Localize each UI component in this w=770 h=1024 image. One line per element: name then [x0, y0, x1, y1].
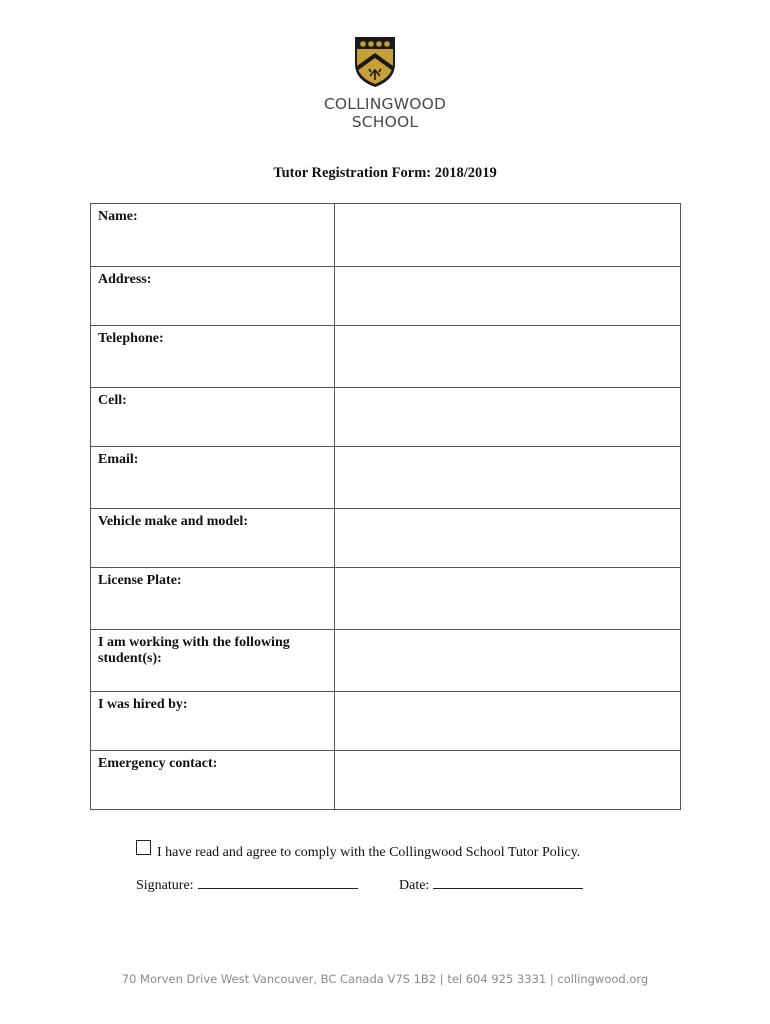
field-label-emergency-contact: Emergency contact: [91, 751, 335, 810]
field-input-students[interactable] [335, 630, 681, 692]
form-title: Tutor Registration Form: 2018/2019 [273, 165, 497, 181]
field-label-hired-by: I was hired by: [91, 692, 335, 751]
field-label-name: Name: [91, 204, 335, 267]
agreement-text: I have read and agree to comply with the Collingwood School Tutor Policy. [157, 845, 581, 860]
table-row [91, 630, 681, 692]
school-name-line1: COLLINGWOOD [323, 95, 447, 113]
table-row [91, 751, 681, 810]
date-label: Date: [399, 878, 430, 893]
field-label-email: Email: [91, 447, 335, 509]
signature-label: Signature: [136, 878, 194, 893]
field-input-telephone[interactable] [335, 326, 681, 388]
table-row [91, 388, 681, 447]
footer-address: 70 Morven Drive West Vancouver, BC Canada V7S 1B2 | tel 604 925 3331 | collingwood.org [121, 972, 649, 986]
table-row [91, 267, 681, 326]
field-label-students: I am working with the following student(s): [91, 630, 335, 692]
field-input-license-plate[interactable] [335, 568, 681, 630]
date-field [399, 876, 583, 894]
field-input-name[interactable] [335, 204, 681, 267]
table-row [91, 568, 681, 630]
field-input-emergency-contact[interactable] [335, 751, 681, 810]
field-input-vehicle[interactable] [335, 509, 681, 568]
table-row [91, 509, 681, 568]
field-label-license-plate: License Plate: [91, 568, 335, 630]
registration-table [90, 203, 681, 810]
crest-icon [354, 36, 396, 88]
field-label-telephone: Telephone: [91, 326, 335, 388]
field-input-hired-by[interactable] [335, 692, 681, 751]
signature-field [136, 876, 358, 894]
table-row [91, 326, 681, 388]
table-row [91, 447, 681, 509]
agreement-row [136, 839, 581, 860]
table-row [91, 692, 681, 751]
field-label-address: Address: [91, 267, 335, 326]
signature-line[interactable] [198, 876, 358, 889]
field-label-vehicle: Vehicle make and model: [91, 509, 335, 568]
table-row [91, 204, 681, 267]
field-input-address[interactable] [335, 267, 681, 326]
date-line[interactable] [433, 876, 583, 889]
checkbox-icon[interactable] [136, 840, 151, 855]
field-label-cell: Cell: [91, 388, 335, 447]
field-input-cell[interactable] [335, 388, 681, 447]
field-input-email[interactable] [335, 447, 681, 509]
school-name-line2: SCHOOL [351, 113, 419, 131]
